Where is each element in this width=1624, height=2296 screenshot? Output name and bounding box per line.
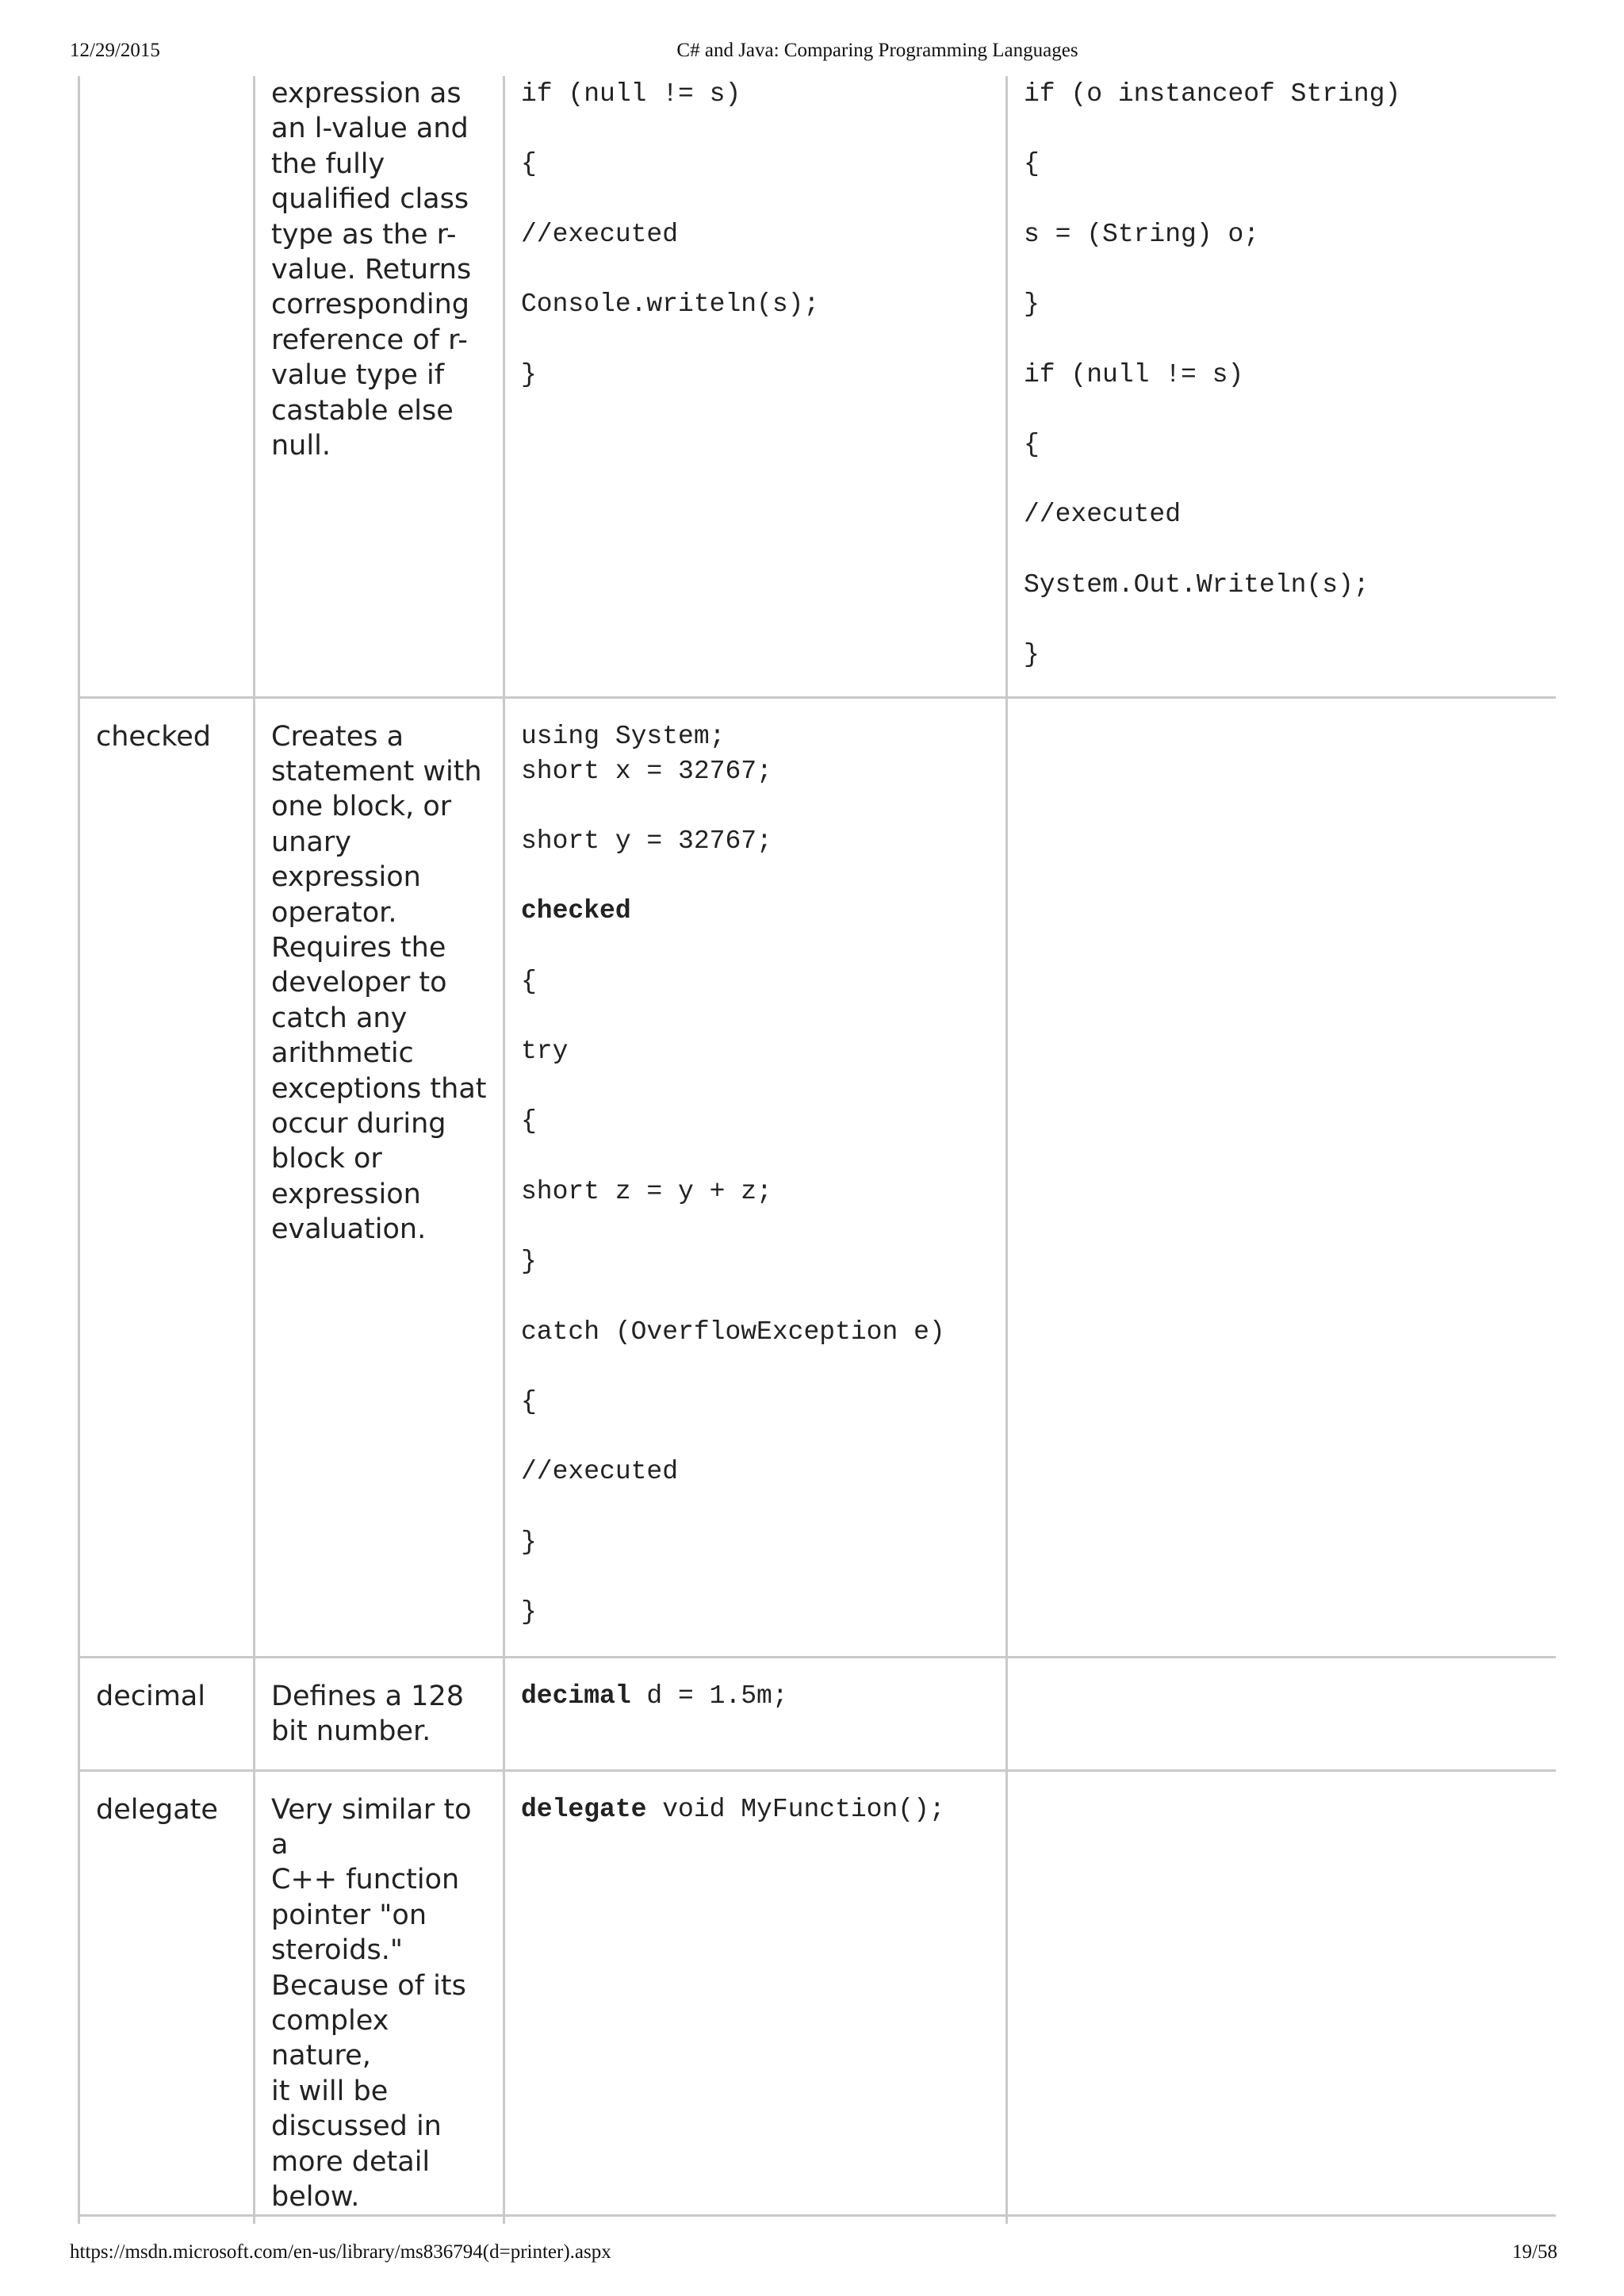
java-example-cell	[1007, 76, 1557, 697]
description-text: Creates a statement with one block, or unary expression operator. Requires the developer to catch any arithmetic exceptions that occur during block or expression evaluation.	[271, 720, 487, 1246]
code-line: if (null != s)	[521, 79, 741, 109]
code-line: //executed	[1024, 500, 1182, 530]
csharp-example-cell	[504, 697, 1007, 1657]
code-line: }	[1024, 640, 1040, 670]
keyword-cell	[79, 76, 255, 697]
csharp-example-cell	[504, 76, 1007, 697]
code-line: short z = y + z;	[521, 1176, 772, 1206]
code-line	[521, 1792, 990, 1827]
code-line: }	[521, 359, 537, 389]
print-title: C# and Java: Comparing Programming Languages	[676, 40, 1078, 61]
code-line: if (null != s)	[1024, 359, 1244, 389]
print-footer	[0, 2241, 1624, 2270]
java-example-cell	[1007, 1770, 1557, 2216]
code-line: //executed	[521, 219, 679, 249]
table-row-enum	[79, 2216, 1557, 2224]
code-line: }	[1024, 289, 1040, 320]
code-line: {	[521, 1106, 537, 1137]
code-line: try	[521, 1037, 569, 1067]
code-line: catch (OverflowException e)	[521, 1317, 945, 1347]
code-line: {	[1024, 149, 1040, 179]
description-text: Defines a 128 bit number.	[271, 1680, 464, 1747]
code-line: short y = 32767;	[521, 826, 772, 856]
code-line: //executed	[521, 1457, 679, 1487]
description-cell	[255, 1657, 504, 1770]
csharp-code	[505, 1658, 1005, 1714]
csharp-code	[505, 1772, 1005, 1827]
keyword-label: decimal	[96, 1680, 205, 1712]
description-cell	[255, 2216, 504, 2224]
code-line: {	[521, 966, 537, 996]
code-line: if (o instanceof String)	[1024, 79, 1401, 109]
csharp-example-cell	[504, 2216, 1007, 2224]
page-number: 19/58	[1512, 2241, 1557, 2263]
keyword-cell	[79, 697, 255, 1657]
java-example-cell	[1007, 1657, 1557, 1770]
code-line: short x = 32767;	[521, 756, 772, 786]
java-code	[1008, 2217, 1556, 2224]
code-keyword: decimal	[521, 1681, 631, 1711]
table-row-as	[79, 76, 1557, 697]
keyword-label: checked	[96, 720, 211, 753]
keyword-cell	[79, 1770, 255, 2216]
code-line: {	[521, 1387, 537, 1417]
description-text: expression as an l-value and the fully qualified class type as the r- value. Returns corresponding reference of r- value type if castable else null.	[271, 78, 472, 462]
print-url: https://msdn.microsoft.com/en-us/library/ms836794(d=printer).aspx	[70, 2241, 611, 2263]
csharp-code	[505, 76, 1005, 427]
code-keyword: checked	[521, 896, 631, 926]
table-row-decimal	[79, 1657, 1557, 1770]
code-line: }	[521, 1247, 537, 1277]
code-text: void MyFunction();	[646, 1794, 945, 1824]
csharp-example-cell	[504, 1770, 1007, 2216]
code-keyword: delegate	[521, 1794, 647, 1824]
code-line: {	[1024, 429, 1040, 459]
code-line: {	[521, 149, 537, 179]
code-line: Console.writeln(s);	[521, 289, 820, 320]
csharp-code	[505, 2217, 1005, 2224]
keyword-label: delegate	[96, 1793, 218, 1826]
java-code	[1008, 76, 1556, 673]
keyword-comparison-table-wrap	[78, 76, 1556, 2224]
description-cell	[255, 1770, 504, 2216]
code-line	[521, 1679, 990, 1714]
table-row-delegate	[79, 1770, 1557, 2216]
keyword-label	[80, 2217, 253, 2224]
table-row-checked	[79, 697, 1557, 1657]
code-line: }	[521, 1527, 537, 1557]
print-date: 12/29/2015	[70, 40, 160, 61]
description-text	[255, 2217, 503, 2224]
code-line: s = (String) o;	[1024, 219, 1260, 249]
csharp-example-cell	[504, 1657, 1007, 1770]
keyword-comparison-table	[78, 76, 1556, 2224]
description-cell	[255, 76, 504, 697]
keyword-cell	[79, 2216, 255, 2224]
java-example-cell	[1007, 697, 1557, 1657]
code-text: d = 1.5m;	[630, 1681, 788, 1711]
description-text: Very similar to a C++ function pointer "on steroids." Because of its complex nature, it will be discussed in more detail below.	[271, 1793, 472, 2213]
code-line: }	[521, 1597, 537, 1627]
csharp-code	[505, 699, 1005, 1631]
code-line: System.Out.Writeln(s);	[1024, 569, 1369, 600]
description-cell	[255, 697, 504, 1657]
code-line: using System;	[521, 721, 726, 751]
java-example-cell	[1007, 2216, 1557, 2224]
print-header	[0, 40, 1624, 68]
keyword-cell	[79, 1657, 255, 1770]
